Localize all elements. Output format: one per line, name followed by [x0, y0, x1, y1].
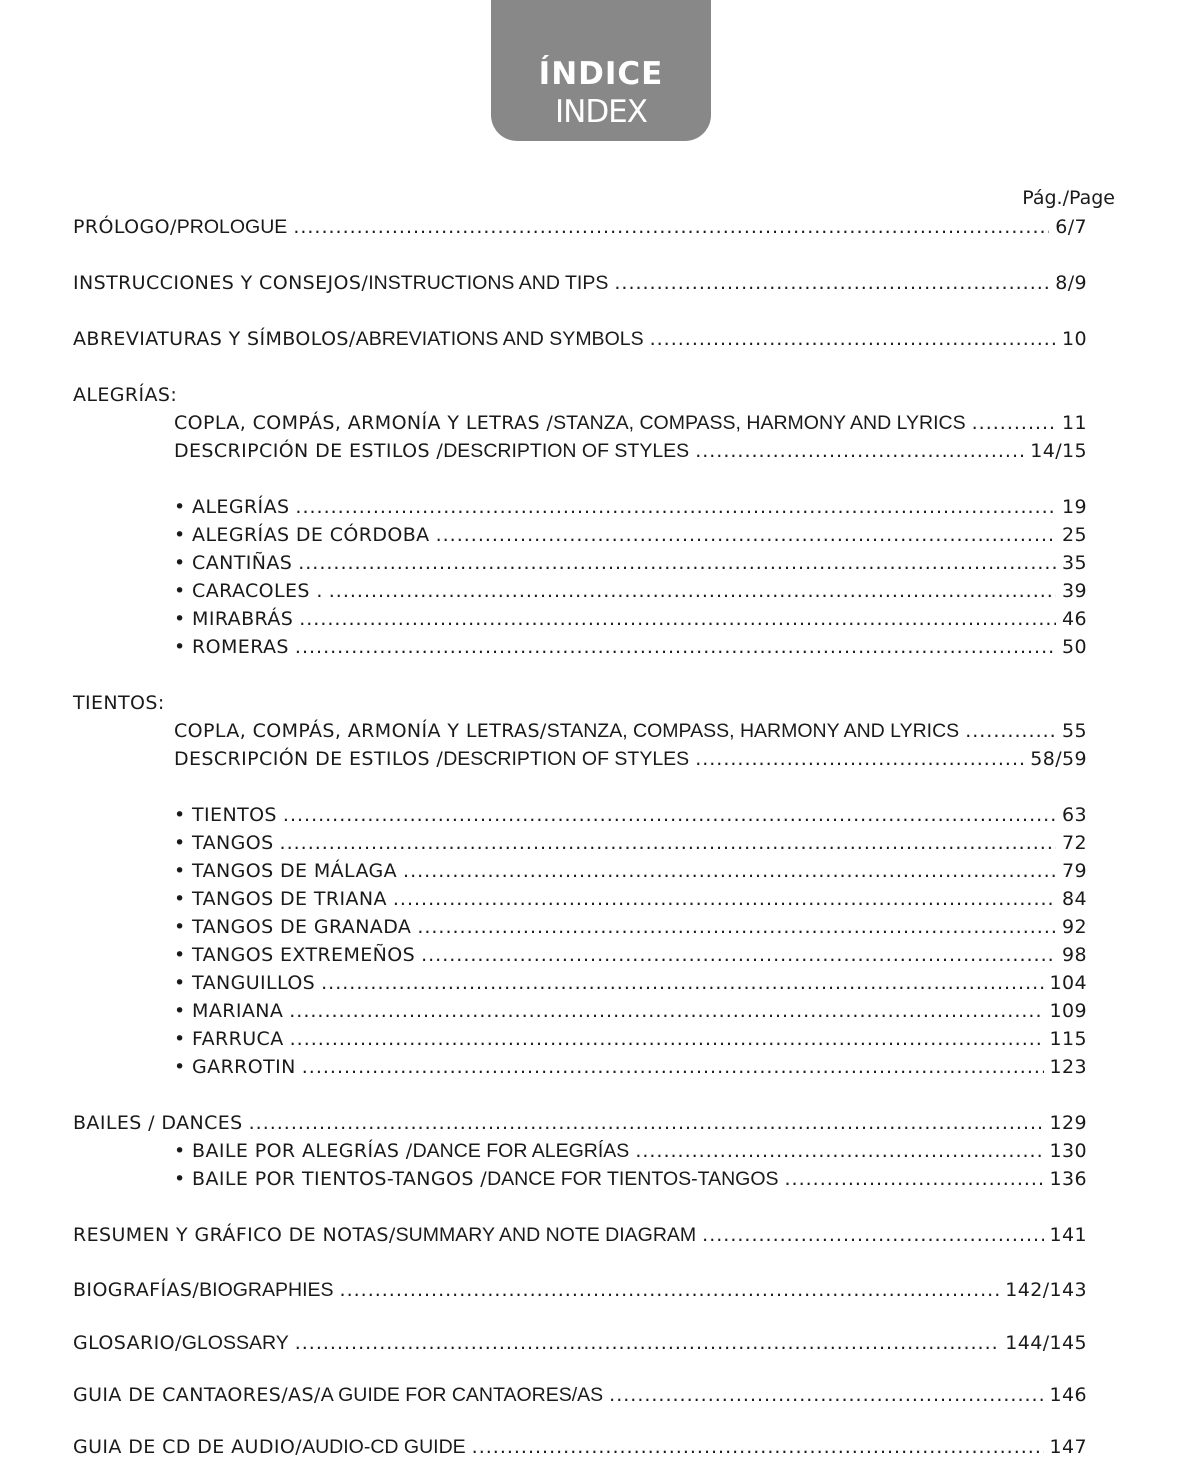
toc-item[interactable] [174, 580, 1087, 606]
entry-page: 129 [1049, 1112, 1087, 1134]
leader-dots [472, 1436, 1044, 1458]
item-label: • GARROTIN [174, 1056, 296, 1078]
entry-page: 146 [1049, 1384, 1087, 1406]
entry-page: 55 [1062, 720, 1087, 742]
toc-item[interactable] [174, 916, 1087, 942]
entry-page: 136 [1049, 1168, 1087, 1190]
toc-entry-tientos-copla[interactable] [174, 720, 1087, 746]
entry-page: 6/7 [1055, 216, 1087, 238]
item-label: • CARACOLES . [174, 580, 323, 602]
leader-dots [340, 1279, 1000, 1301]
toc-entry-abbreviations[interactable]: ABREVIATURAS Y SÍMBOLOS / ABREVIATIONS AND SYMBOLS ..... 10 [73, 328, 1087, 354]
toc-entry-biografias[interactable]: BIOGRAFÍAS / BIOGRAPHIES ..... 142/143 [73, 1279, 1087, 1305]
item-label: • FARRUCA [174, 1028, 284, 1050]
leader-dots [785, 1168, 1044, 1190]
entry-page: 19 [1062, 496, 1087, 518]
entry-page: 14/15 [1030, 440, 1087, 462]
entry-en: STANZA, COMPASS, HARMONY AND LYRICS [553, 412, 966, 434]
title-es: ÍNDICE [538, 56, 664, 92]
leader-dots [650, 328, 1056, 350]
leader-dots [695, 440, 1024, 462]
entry-en: PROLOGUE [176, 216, 288, 238]
toc-entry-baile-tientos[interactable] [174, 1168, 1087, 1194]
entry-en: AUDIO-CD GUIDE [302, 1436, 466, 1458]
entry-es: DESCRIPCIÓN DE ESTILOS / [174, 440, 444, 462]
entry-page: 98 [1062, 944, 1087, 966]
entry-en: ABREVIATIONS AND SYMBOLS [355, 328, 644, 350]
item-label: • MIRABRÁS [174, 608, 294, 630]
entry-en: DANCE FOR TIENTOS-TANGOS [487, 1168, 779, 1190]
page-column-label: Pág./Page [1022, 187, 1115, 209]
leader-dots [280, 832, 1056, 854]
entry-page: 144/145 [1005, 1332, 1087, 1354]
entry-page: 92 [1062, 916, 1087, 938]
toc-entry-prologue[interactable]: PRÓLOGO / PROLOGUE ..... 6/7 [73, 216, 1087, 242]
leader-dots [393, 888, 1056, 910]
entry-es: COPLA, COMPÁS, ARMONÍA Y LETRAS/ [174, 720, 547, 742]
entry-es: COPLA, COMPÁS, ARMONÍA Y LETRAS / [174, 412, 554, 434]
leader-dots [614, 272, 1049, 294]
entry-page: 104 [1049, 972, 1087, 994]
entry-es: • BAILE POR TIENTOS-TANGOS / [174, 1168, 488, 1190]
section-heading-alegrias: ALEGRÍAS: [73, 384, 178, 406]
toc-item[interactable] [174, 972, 1087, 998]
entry-es: INSTRUCCIONES Y CONSEJOS [73, 272, 362, 294]
item-label: • TANGOS DE GRANADA [174, 916, 412, 938]
item-label: • TANGOS DE TRIANA [174, 888, 387, 910]
entry-es: BAILES / DANCES [73, 1112, 243, 1134]
entry-page: 25 [1062, 524, 1087, 546]
item-label: • ROMERAS [174, 636, 289, 658]
leader-dots [609, 1384, 1043, 1406]
leader-dots [965, 720, 1056, 742]
entry-es: GUIA DE CD DE AUDIO [73, 1436, 296, 1458]
toc-item[interactable] [174, 832, 1087, 858]
entry-es: • BAILE POR ALEGRÍAS / [174, 1140, 413, 1162]
entry-page: 35 [1062, 552, 1087, 574]
toc-item[interactable] [174, 1056, 1087, 1082]
entry-es: PRÓLOGO [73, 216, 170, 238]
entry-en: GLOSSARY [181, 1332, 289, 1354]
entry-page: 130 [1049, 1140, 1087, 1162]
toc-entry-resumen[interactable]: RESUMEN Y GRÁFICO DE NOTAS / SUMMARY AND NOTE DIAGRAM ..... 141 [73, 1224, 1087, 1250]
toc-entry-guia-cd[interactable]: GUIA DE CD DE AUDIO / AUDIO-CD GUIDE ..... 147 [73, 1436, 1087, 1462]
leader-dots [329, 580, 1056, 602]
entry-es: DESCRIPCIÓN DE ESTILOS / [174, 748, 444, 770]
toc-item[interactable] [174, 636, 1087, 662]
entry-en: DANCE FOR ALEGRÍAS [412, 1140, 630, 1162]
entry-en: INSTRUCTIONS AND TIPS [368, 272, 609, 294]
leader-dots [695, 748, 1024, 770]
leader-dots [295, 1332, 1000, 1354]
entry-page: 142/143 [1005, 1279, 1087, 1301]
entry-en: SUMMARY AND NOTE DIAGRAM [395, 1224, 697, 1246]
section-heading-tientos: TIENTOS: [73, 692, 165, 714]
entry-es: BIOGRAFÍAS [73, 1279, 193, 1301]
toc-item[interactable] [174, 860, 1087, 886]
leader-dots [293, 216, 1049, 238]
toc-entry-instructions[interactable]: INSTRUCCIONES Y CONSEJOS / INSTRUCTIONS AND TIPS ..... 8/9 [73, 272, 1087, 298]
toc-item[interactable] [174, 1000, 1087, 1026]
toc-item[interactable] [174, 552, 1087, 578]
entry-en: BIOGRAPHIES [199, 1279, 334, 1301]
toc-item[interactable] [174, 804, 1087, 830]
toc-item[interactable] [174, 524, 1087, 550]
leader-dots [321, 972, 1043, 994]
entry-page: 84 [1062, 888, 1087, 910]
item-label: • TANGOS [174, 832, 274, 854]
toc-entry-glosario[interactable]: GLOSARIO / GLOSSARY ..... 144/145 [73, 1332, 1087, 1358]
entry-page: 123 [1049, 1056, 1087, 1078]
item-label: • TANGOS EXTREMEÑOS [174, 944, 416, 966]
toc-entry-alegrias-copla[interactable] [174, 412, 1087, 438]
item-label: • CANTIÑAS [174, 552, 293, 574]
toc-item[interactable] [174, 944, 1087, 970]
item-label: • ALEGRÍAS [174, 496, 290, 518]
toc-entry-alegrias-descripcion[interactable] [174, 440, 1087, 466]
entry-en: STANZA, COMPASS, HARMONY AND LYRICS [546, 720, 960, 742]
leader-dots [436, 524, 1056, 546]
toc-entry-guia-cantaores[interactable]: GUIA DE CANTAORES/AS / A GUIDE FOR CANTAORES/AS ..... 146 [73, 1384, 1087, 1410]
entry-page: 141 [1049, 1224, 1087, 1246]
entry-es: RESUMEN Y GRÁFICO DE NOTAS [73, 1224, 389, 1246]
leader-dots [290, 1028, 1044, 1050]
leader-dots [299, 608, 1056, 630]
leader-dots [635, 1140, 1043, 1162]
entry-page: 46 [1062, 608, 1087, 630]
leader-dots [283, 804, 1056, 826]
entry-page: 10 [1062, 328, 1087, 350]
leader-dots [421, 944, 1056, 966]
entry-page: 109 [1049, 1000, 1087, 1022]
entry-page: 72 [1062, 832, 1087, 854]
entry-es: GLOSARIO [73, 1332, 175, 1354]
entry-en: DESCRIPTION OF STYLES [443, 440, 690, 462]
leader-dots [702, 1224, 1043, 1246]
toc-item[interactable] [174, 496, 1087, 522]
entry-page: 115 [1049, 1028, 1087, 1050]
toc-item[interactable] [174, 888, 1087, 914]
leader-dots [249, 1112, 1044, 1134]
item-label: • ALEGRÍAS DE CÓRDOBA [174, 524, 430, 546]
toc-item[interactable] [174, 1028, 1087, 1054]
toc-entry-bailes[interactable] [73, 1112, 1087, 1138]
toc-item[interactable] [174, 608, 1087, 634]
index-header-tab [491, 0, 711, 141]
entry-page: 8/9 [1055, 272, 1087, 294]
entry-en: A GUIDE FOR CANTAORES/AS [320, 1384, 604, 1406]
leader-dots [298, 552, 1056, 574]
leader-dots [302, 1056, 1044, 1078]
entry-page: 11 [1062, 412, 1087, 434]
leader-dots [289, 1000, 1043, 1022]
leader-dots [295, 496, 1056, 518]
title-en: INDEX [554, 94, 648, 130]
entry-page: 79 [1062, 860, 1087, 882]
item-label: • TIENTOS [174, 804, 277, 826]
entry-page: 58/59 [1030, 748, 1087, 770]
item-label: • MARIANA [174, 1000, 284, 1022]
leader-dots [972, 412, 1056, 434]
toc-entry-baile-alegrias[interactable] [174, 1140, 1087, 1166]
leader-dots [295, 636, 1056, 658]
leader-dots [403, 860, 1056, 882]
entry-es: ABREVIATURAS Y SÍMBOLOS [73, 328, 349, 350]
entry-en: DESCRIPTION OF STYLES [443, 748, 690, 770]
item-label: • TANGUILLOS [174, 972, 316, 994]
leader-dots [417, 916, 1056, 938]
entry-page: 50 [1062, 636, 1087, 658]
item-label: • TANGOS DE MÁLAGA [174, 860, 398, 882]
entry-page: 39 [1062, 580, 1087, 602]
entry-es: GUIA DE CANTAORES/AS [73, 1384, 314, 1406]
toc-entry-tientos-descripcion[interactable] [174, 748, 1087, 774]
entry-page: 147 [1049, 1436, 1087, 1458]
entry-page: 63 [1062, 804, 1087, 826]
